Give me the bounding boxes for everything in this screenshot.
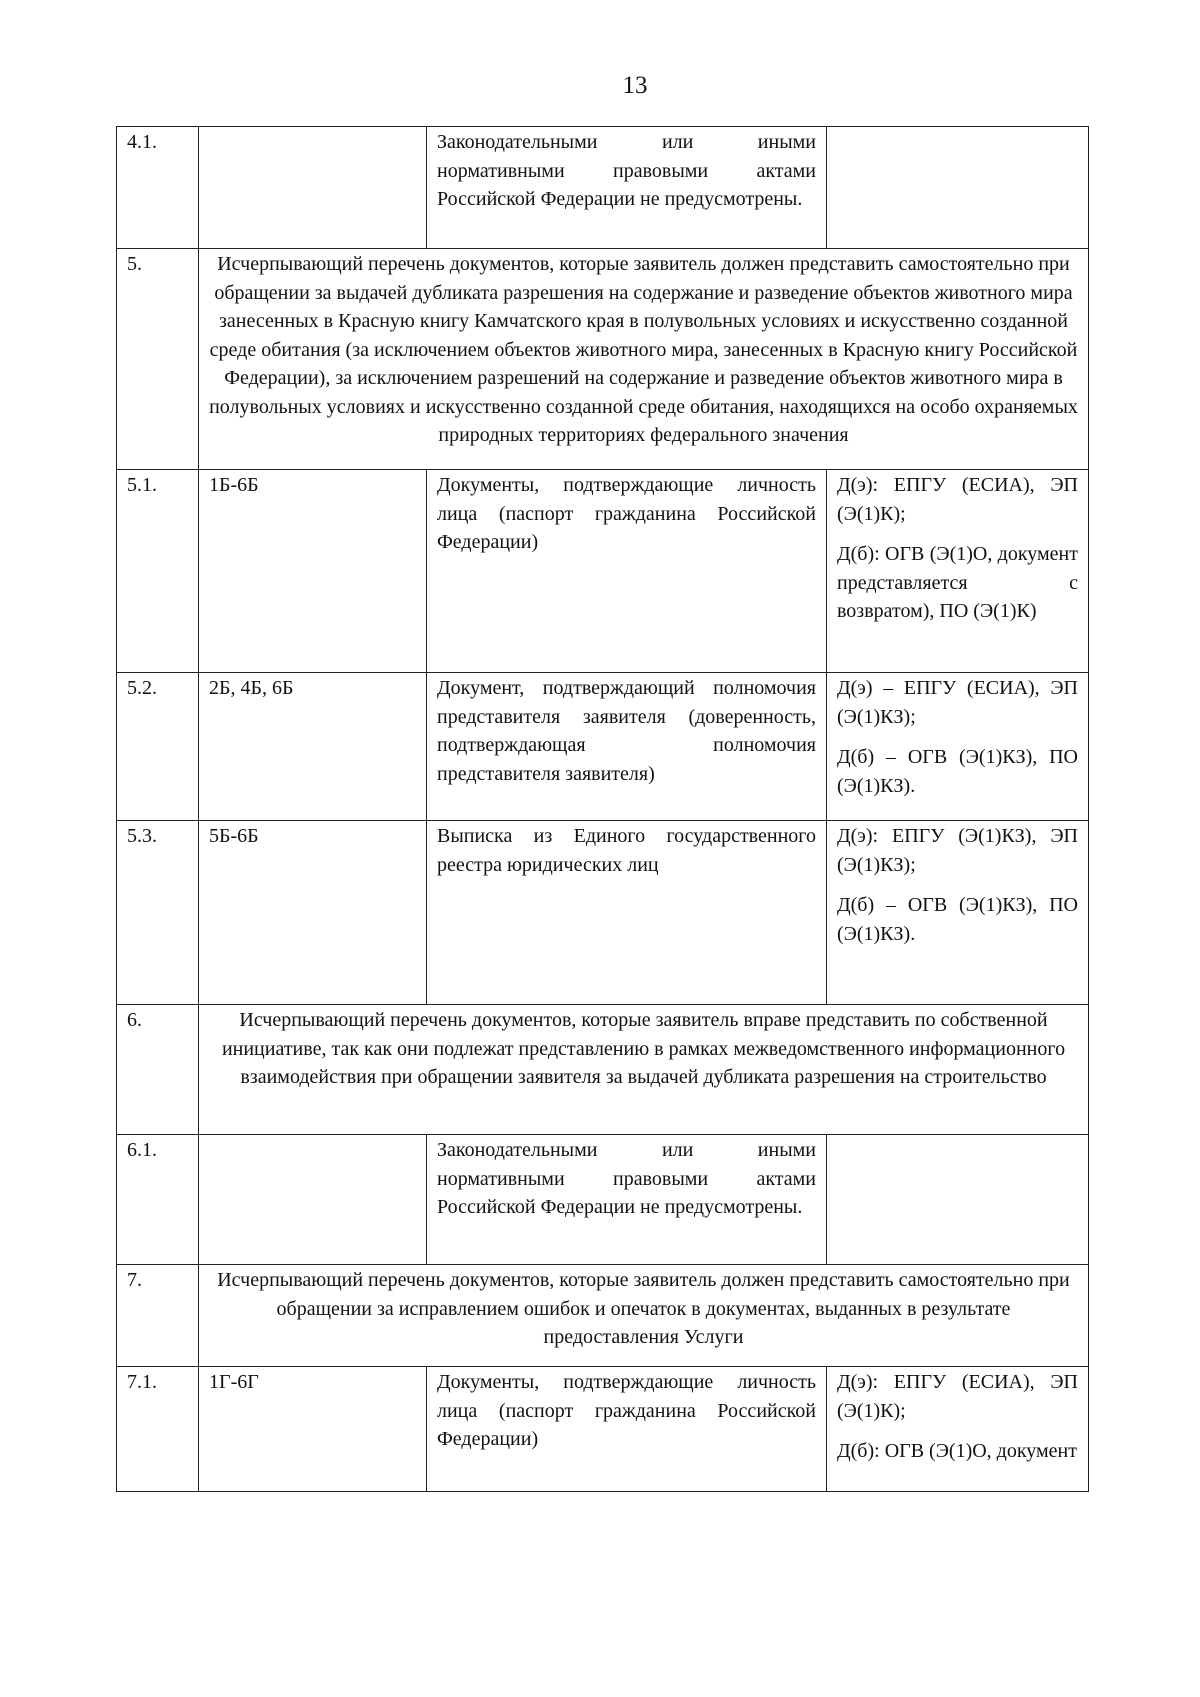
row-number: 5.2. [117, 673, 199, 821]
delivery-method [827, 1135, 1089, 1265]
delivery-method-line: Д(э) – ЕПГУ (ЕСИА), ЭП (Э(1)КЗ); [837, 677, 1078, 728]
row-number: 7.1. [117, 1367, 199, 1492]
category-code: 1Г-6Г [199, 1367, 427, 1492]
row-number: 5.3. [117, 821, 199, 1005]
document-description: Выписка из Единого государственного реестра юридических лиц [427, 821, 827, 1005]
document-description: Законодательными или иными нормативными правовыми актами Российской Федерации не предусмотрены. [427, 127, 827, 249]
row-number: 6. [117, 1005, 199, 1135]
section-heading: Исчерпывающий перечень документов, которые заявитель должен представить самостоятельно при обращении за исправлением ошибок и опечаток в документах, выданных в результате предоставления Услуги [199, 1265, 1089, 1367]
document-table [116, 126, 1089, 1492]
section-row [117, 1265, 1089, 1367]
section-heading: Исчерпывающий перечень документов, которые заявитель вправе представить по собственной инициативе, так как они подлежат представлению в рамках межведомственного информационного взаимодействия при обращении заявителя за выдачей дубликата разрешения на строительство [199, 1005, 1089, 1135]
category-code: 1Б-6Б [199, 470, 427, 673]
row-number: 7. [117, 1265, 199, 1367]
delivery-method-line: Д(б) – ОГВ (Э(1)КЗ), ПО (Э(1)КЗ). [837, 746, 1078, 797]
document-table-body [117, 127, 1089, 1492]
delivery-method-line: Д(э): ЕПГУ (ЕСИА), ЭП (Э(1)К); [837, 474, 1078, 525]
category-code: 5Б-6Б [199, 821, 427, 1005]
delivery-method [827, 1367, 1089, 1492]
row-number: 5.1. [117, 470, 199, 673]
table-row [117, 821, 1089, 1005]
document-description: Документы, подтверждающие личность лица (паспорт гражданина Российской Федерации) [427, 1367, 827, 1492]
table-row [117, 1367, 1089, 1492]
table-row [117, 470, 1089, 673]
delivery-method [827, 821, 1089, 1005]
row-number: 5. [117, 249, 199, 470]
document-description: Законодательными или иными нормативными правовыми актами Российской Федерации не предусмотрены. [427, 1135, 827, 1265]
table-row [117, 127, 1089, 249]
delivery-method-line: Д(б): ОГВ (Э(1)О, документ [837, 1440, 1077, 1462]
page-number: 13 [622, 72, 648, 99]
category-code [199, 127, 427, 249]
delivery-method-line: Д(э): ЕПГУ (ЕСИА), ЭП (Э(1)К); [837, 1371, 1078, 1422]
row-number: 6.1. [117, 1135, 199, 1265]
delivery-method [827, 127, 1089, 249]
delivery-method [827, 470, 1089, 673]
row-number: 4.1. [117, 127, 199, 249]
category-code: 2Б, 4Б, 6Б [199, 673, 427, 821]
delivery-method-line: Д(б): ОГВ (Э(1)О, документ представляется с возвратом), ПО (Э(1)К) [837, 543, 1078, 622]
table-row [117, 1135, 1089, 1265]
delivery-method [827, 673, 1089, 821]
table-row [117, 673, 1089, 821]
document-description: Документ, подтверждающий полномочия представителя заявителя (доверенность, подтверждающая полномочия представителя заявителя) [427, 673, 827, 821]
section-row [117, 249, 1089, 470]
delivery-method-line: Д(б) – ОГВ (Э(1)КЗ), ПО (Э(1)КЗ). [837, 894, 1078, 945]
document-description: Документы, подтверждающие личность лица (паспорт гражданина Российской Федерации) [427, 470, 827, 673]
section-row [117, 1005, 1089, 1135]
delivery-method-line: Д(э): ЕПГУ (Э(1)КЗ), ЭП (Э(1)КЗ); [837, 825, 1078, 876]
section-heading: Исчерпывающий перечень документов, которые заявитель должен представить самостоятельно при обращении за выдачей дубликата разрешения на содержание и разведение объектов животного мира занесенных в Красную книгу Камчатского края в полувольных условиях и искусственно созданной среде обитания (за исключением объектов животного мира, занесенных в Красную книгу Российской Федерации), за исключением разрешений на содержание и разведение объектов животного мира в полувольных условиях и искусственно созданной среде обитания, находящихся на особо охраняемых природных территориях федерального значения [199, 249, 1089, 470]
category-code [199, 1135, 427, 1265]
